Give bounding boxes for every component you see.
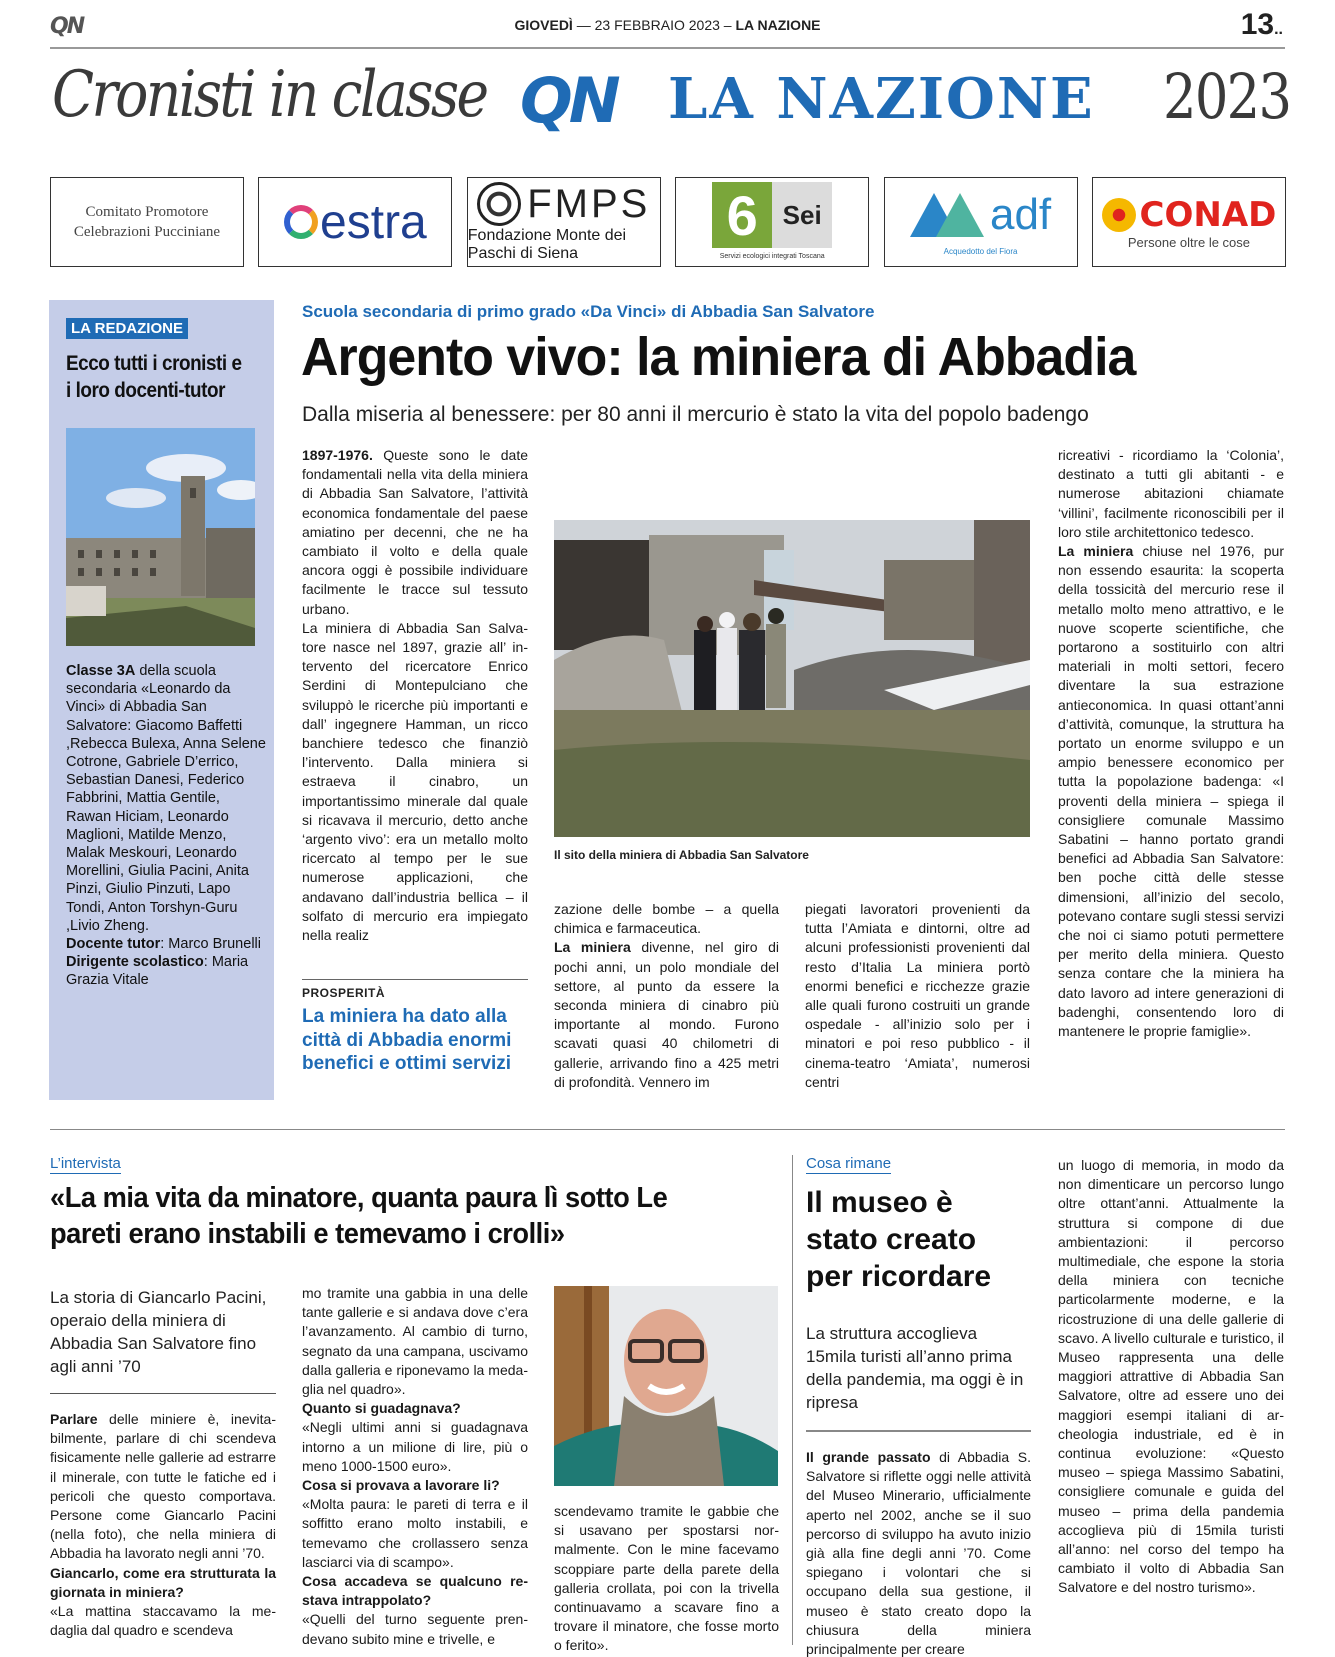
article-col2-para2: divenne, nel giro di pochi anni, un polo mondiale del settore, al punto da essere la seconda miniera di cinabro più importante al mondo. Furono scavati quasi 40 chilometri di gallerie, arrivando fino a 425 metri di profondità. Vennero im (554, 939, 780, 1090)
estra-swirl-icon (284, 205, 318, 239)
masthead-title: Cronisti in classe (52, 58, 487, 132)
interview-column-2 (302, 1284, 528, 1649)
sponsor-sei-sub: Servizi ecologici integrati Toscana (719, 253, 825, 260)
museum-column-1 (806, 1448, 1031, 1657)
sponsor-adf-name: adf (989, 190, 1052, 239)
dateline-day: GIOVEDÌ (514, 17, 573, 33)
sponsor-comitato-text (74, 202, 220, 242)
adf-mountain2-icon (936, 193, 984, 237)
article-kicker: Scuola secondaria di primo grado «Da Vinci» di Abbadia San Salvatore (302, 302, 875, 321)
masthead-year: 2023 (1163, 60, 1291, 133)
dateline-separator: — (576, 17, 591, 33)
article-column-3 (805, 900, 1030, 1092)
sponsor-comitato-line2: Celebrazioni Pucciniane (73, 224, 221, 240)
page-number-value: 13 (1240, 8, 1275, 41)
sponsor-adf (884, 177, 1078, 267)
sidebar-student-names: della scuola secondaria «Leonardo da Vinci» di Abbadia San Salvatore: Giacomo Baffetti ,Rebecca Bulexa, Anna Selene Cotrone, Gabriele D’errico, Sebastian Danesi, Federico Fabbrini, Mattia Gentile, Rawan Hiciam, Leonardo Maglioni, Matilde Menzo, Malak Meskouri, Leonardo Morellini, Giulia Pacini, Anita Pinzi, Giulio Pinzuti, Lapo Tondi, Anton Torshyn-Guru ,Livio Zheng. (66, 663, 266, 934)
fmps-seal-icon (477, 182, 521, 226)
article-col4-para2: chiuse nel 1976, pur non essendo esaurita: la scoperta della tossicità del mercurio rese il metallo molto meno attrattivo, e le nuove scoperte scientifiche, che portarono a sostituirlo con altri materiali in molti settori, fecero diventare la sua estrazione antieconomica. In quasi ottant’anni d’attività, comunque, la struttura ha portato un enorme sviluppo e un ampio benessere economico per tutta la popolazione badenga: «I proventi della miniera – spiega il consigliere comunale Massimo Sabatini – hanno portato grandi benefici ad Abbadia San Salvatore: ben poche città delle stesse dimensioni, all’inizio del secolo, potevano contare sugli stessi servizi che noi ci siamo potuti permettere per merito della miniera. Questo senza contare che la miniera ha dato lavoro ad intere generazioni di badenghi, consentendo loro di mantenere le proprie famiglie». (1058, 543, 1285, 1040)
interview-column-1 (50, 1410, 276, 1640)
article-col3-para: piegati lavoratori provenienti da tutta l’Amiata e dintorni, oltre ad alcuni professionisti provenienti dal resto d’Italia La miniera portò enormi benefici e ricchezze grazie alle quali furono costruiti un grande ospedale - all’inizio solo per i minatori e poi reso pubblico - il cinema-teatro ‘Amiata’, numerosi centri (805, 901, 1030, 1090)
interview-answer-1-end: mo tramite una gabbia in una delle tante gallerie e si andava dove c’era l’avanzamento. Al cambio di turno, segnato da una campana, uscivamo dalla galleria e riponevamo la medaglia nel quadro». (302, 1285, 528, 1398)
article-lead-dates: 1897-1976. (302, 447, 373, 463)
sponsor-estra-name: estra (320, 195, 427, 249)
sponsor-fmps-sub: Fondazione Monte dei Paschi di Siena (467, 226, 627, 262)
article-headline: Argento vivo: la miniera di Abbadia (301, 327, 1136, 387)
sponsor-sei (675, 177, 869, 267)
dateline-dash: – (723, 17, 732, 33)
sponsor-adf-sub: Acquedotto del Fiora (943, 247, 1018, 256)
article-col2-lead: La miniera (554, 939, 631, 956)
sidebar-photo-abbey (66, 428, 255, 646)
column-divider (792, 1155, 793, 1645)
sidebar-tutor-name: : Marco Brunelli (160, 936, 261, 953)
la-nazione-logo: LA NAZIONE (668, 66, 1095, 132)
page-number-dots: .. (1274, 21, 1283, 38)
sei-six-icon: 6 (712, 182, 772, 248)
interview-question-2: Quanto si guadagnava? (302, 1400, 461, 1417)
dateline (0, 17, 1335, 33)
sidebar-label: LA REDAZIONE (66, 318, 188, 339)
interview-answer-1-start: «La mattina staccavamo la medaglia dal quadro e scendeva (50, 1603, 276, 1639)
interview-answer-4-end: scendevamo tramite le gabbie che si usavano per spostarsi normalmente. Con le mine facevamo scoppiare parte della parete della galleria crollata, poi con la trivella continuavamo a scavare fino a trovare il minatore, che fosse morto o ferito». (554, 1503, 779, 1654)
dateline-date: 23 FEBBRAIO 2023 (594, 17, 720, 33)
sidebar-tutor-label: Docente tutor (66, 936, 161, 953)
interview-intro-lead: Parlare (50, 1411, 98, 1427)
interview-kicker: L’intervista (50, 1155, 121, 1172)
museum-kicker: Cosa rimane (806, 1155, 892, 1172)
mine-site-photo (554, 520, 1030, 837)
museum-subhead: La struttura accoglieva 15mila turisti all’anno prima della pandemia, ma oggi è in ripresa (806, 1324, 1024, 1412)
sponsor-conad (1092, 177, 1286, 267)
article-column-4 (1058, 446, 1284, 1041)
article-col2-para1: zazione delle bombe – a quella chimica e farmaceutica. (554, 901, 779, 937)
interview-answer-3: «Molta paura: le pareti di terra e il soffitto erano molto instabili, e temevamo che crollassero senza lasciarci via di scampo». (302, 1496, 528, 1570)
top-divider (50, 47, 1285, 49)
museum-divider (806, 1430, 1031, 1432)
interview-question-1: Giancarlo, come era strutturata la giornata in miniera? (50, 1564, 276, 1600)
interview-question-4: Cosa accadeva se qualcuno restava intrappolato? (302, 1573, 528, 1609)
article-column-2 (554, 900, 779, 1092)
article-subhead: Dalla miseria al benessere: per 80 anni il mercurio è stato la vita del popolo badengo (302, 403, 1089, 426)
sponsor-conad-name: CONAD (1139, 194, 1277, 235)
interview-answer-4-start: «Quelli del turno seguente prendevano subito mine e trivelle, e (302, 1611, 528, 1647)
article-column-1 (302, 446, 528, 945)
interview-answer-2: «Negli ultimi anni si guadagnava intorno a un milione di lire, più o meno 1000-1500 euro». (302, 1419, 528, 1474)
museum-intro-lead: Il grande passato (806, 1449, 931, 1465)
sponsor-estra (258, 177, 452, 267)
sponsor-conad-sub: Persone oltre le cose (1127, 234, 1251, 250)
sidebar-class-list (66, 662, 266, 990)
interview-subhead: La storia di Giancarlo Pacini, operaio della miniera di Abbadia San Salvatore fino agli anni ’70 (50, 1288, 267, 1376)
museum-column-2 (1058, 1156, 1284, 1598)
museum-col2-text: un luogo di memoria, in modo da non dimenticare un percorso lungo oltre ottant’anni. Attualmente la struttura si compone di due ambientazioni: il percorso multimediale, che espone la storia della miniera con tecniche particolarmente moderne, e la ricostruzione di una delle gallerie di scavo. A livello culturale e turistico, il Museo rappresenta una delle maggiori attrattive di Abbadia San Salvatore, oltre ad essere uno dei maggiori esempi italiani di archeologia industriale, ed è in continua evoluzione: «Questo museo – spiega Massimo Sabatini, consigliere comunale e guida del museo – prima della pandemia accoglieva più di 15mila turisti all’anno: nel corso del tempo ha cambiato il volto di Abbadia San Salvatore e del nostro turismo». (1058, 1157, 1284, 1596)
article-col4-lead: La miniera (1058, 543, 1134, 560)
portrait-photo-pacini (554, 1286, 778, 1486)
interview-intro-text: delle miniere è, inevitabilmente, parlare di chi scendeva fisicamente nelle gallerie ad estrarre il minerale, con tutte le fatiche ed i pericoli che questo comportava. Persone come Giancarlo Pacini (nella foto), che nella miniera di Abbadia ha lavorato negli anni ’70. (50, 1411, 276, 1562)
museum-intro-text: di Abbadia S. Salvatore si riflette oggi nelle attività del Museo Minerario, ufficialmente aperto nel 2002, anche se il suo percorso di sviluppo ha avuto inizio già alla fine degli anni ’70. Come spiegano i volontari che si occupano della sua gestione, il museo è stato creato dopo la chiusura della miniera principalmente per creare (806, 1449, 1031, 1657)
sidebar-redazione (49, 300, 274, 1100)
sidebar-class-label: Classe 3A (66, 663, 136, 679)
sponsor-fmps (467, 177, 661, 267)
sponsor-comitato-line1: Comitato Promotore (85, 204, 209, 220)
qn-logo: QN (520, 64, 617, 137)
article-col1-para1: Queste sono le date fondamentali nella vita della miniera di Abbadia San Salvatore, l’attività economica fondamentale del paese amiatino per decenni, che ne ha cambiato il volto e della quale ancora oggi è possibile individuare facilmente le tracce sul tessuto urbano. (302, 447, 528, 617)
sidebar-principal-label: Dirigente scolastico (66, 954, 204, 971)
qn-logo-small: QN (50, 14, 84, 39)
article-col4-para1: ricreativi - ricordiamo la ‘Colonia’, destinato a tutti gli abitanti - e numerose abitazioni chiamate ‘villini’, facilmente riconoscibili per il loro stile architettonico tedesco. (1058, 447, 1284, 540)
interview-question-3: Cosa si provava a lavorare li? (302, 1477, 500, 1494)
sidebar-principal-name: : Maria Grazia Vitale (66, 954, 249, 989)
section-divider (50, 1129, 1285, 1130)
interview-divider (50, 1393, 276, 1394)
conad-flower-icon (1102, 198, 1136, 232)
interview-headline: «La mia vita da minatore, quanta paura lì sotto Le pareti erano instabili e temevamo i crolli» (50, 1182, 668, 1250)
article-col1-para2: La miniera di Abbadia San Salvatore nasce nel 1897, grazie all’ intervento del ricercatore Enrico Serdini di Montepulciano che sviluppò le ricerche più importanti e dall’ ingegnere Hamman, un ricco banchiere tedesco che finanziò l’intervento. Dalla miniera si estraeva il cinabro, un importantissimo minerale dal quale si ricavava il mercurio, detto anche ‘argento vivo’: era un metallo molto ricercato al tempo per le sue numerose applicazioni, che andavano dall’industria bellica – il solfato di mercurio era impiegato nella realiz (302, 619, 528, 944)
pullquote-text: La miniera ha dato alla città di Abbadia enormi benefici e ottimi servizi (302, 1006, 512, 1074)
sponsor-comitato-puccini (50, 177, 244, 267)
page-number (1241, 8, 1283, 42)
mine-photo-caption: Il sito della miniera di Abbadia San Salvatore (554, 848, 809, 862)
dateline-paper: LA NAZIONE (735, 17, 821, 33)
sponsor-sei-name: Sei (772, 182, 832, 248)
sponsor-fmps-name: FMPS (527, 181, 651, 226)
museum-headline: Il museo è stato creato per ricordare (806, 1186, 992, 1293)
sidebar-title: Ecco tutti i cronisti e i loro docenti-tutor (66, 352, 242, 402)
sponsor-strip (50, 177, 1286, 267)
pullquote-label: PROSPERITÀ (302, 986, 386, 1000)
pullquote-divider (302, 979, 528, 980)
interview-column-3 (554, 1502, 779, 1656)
